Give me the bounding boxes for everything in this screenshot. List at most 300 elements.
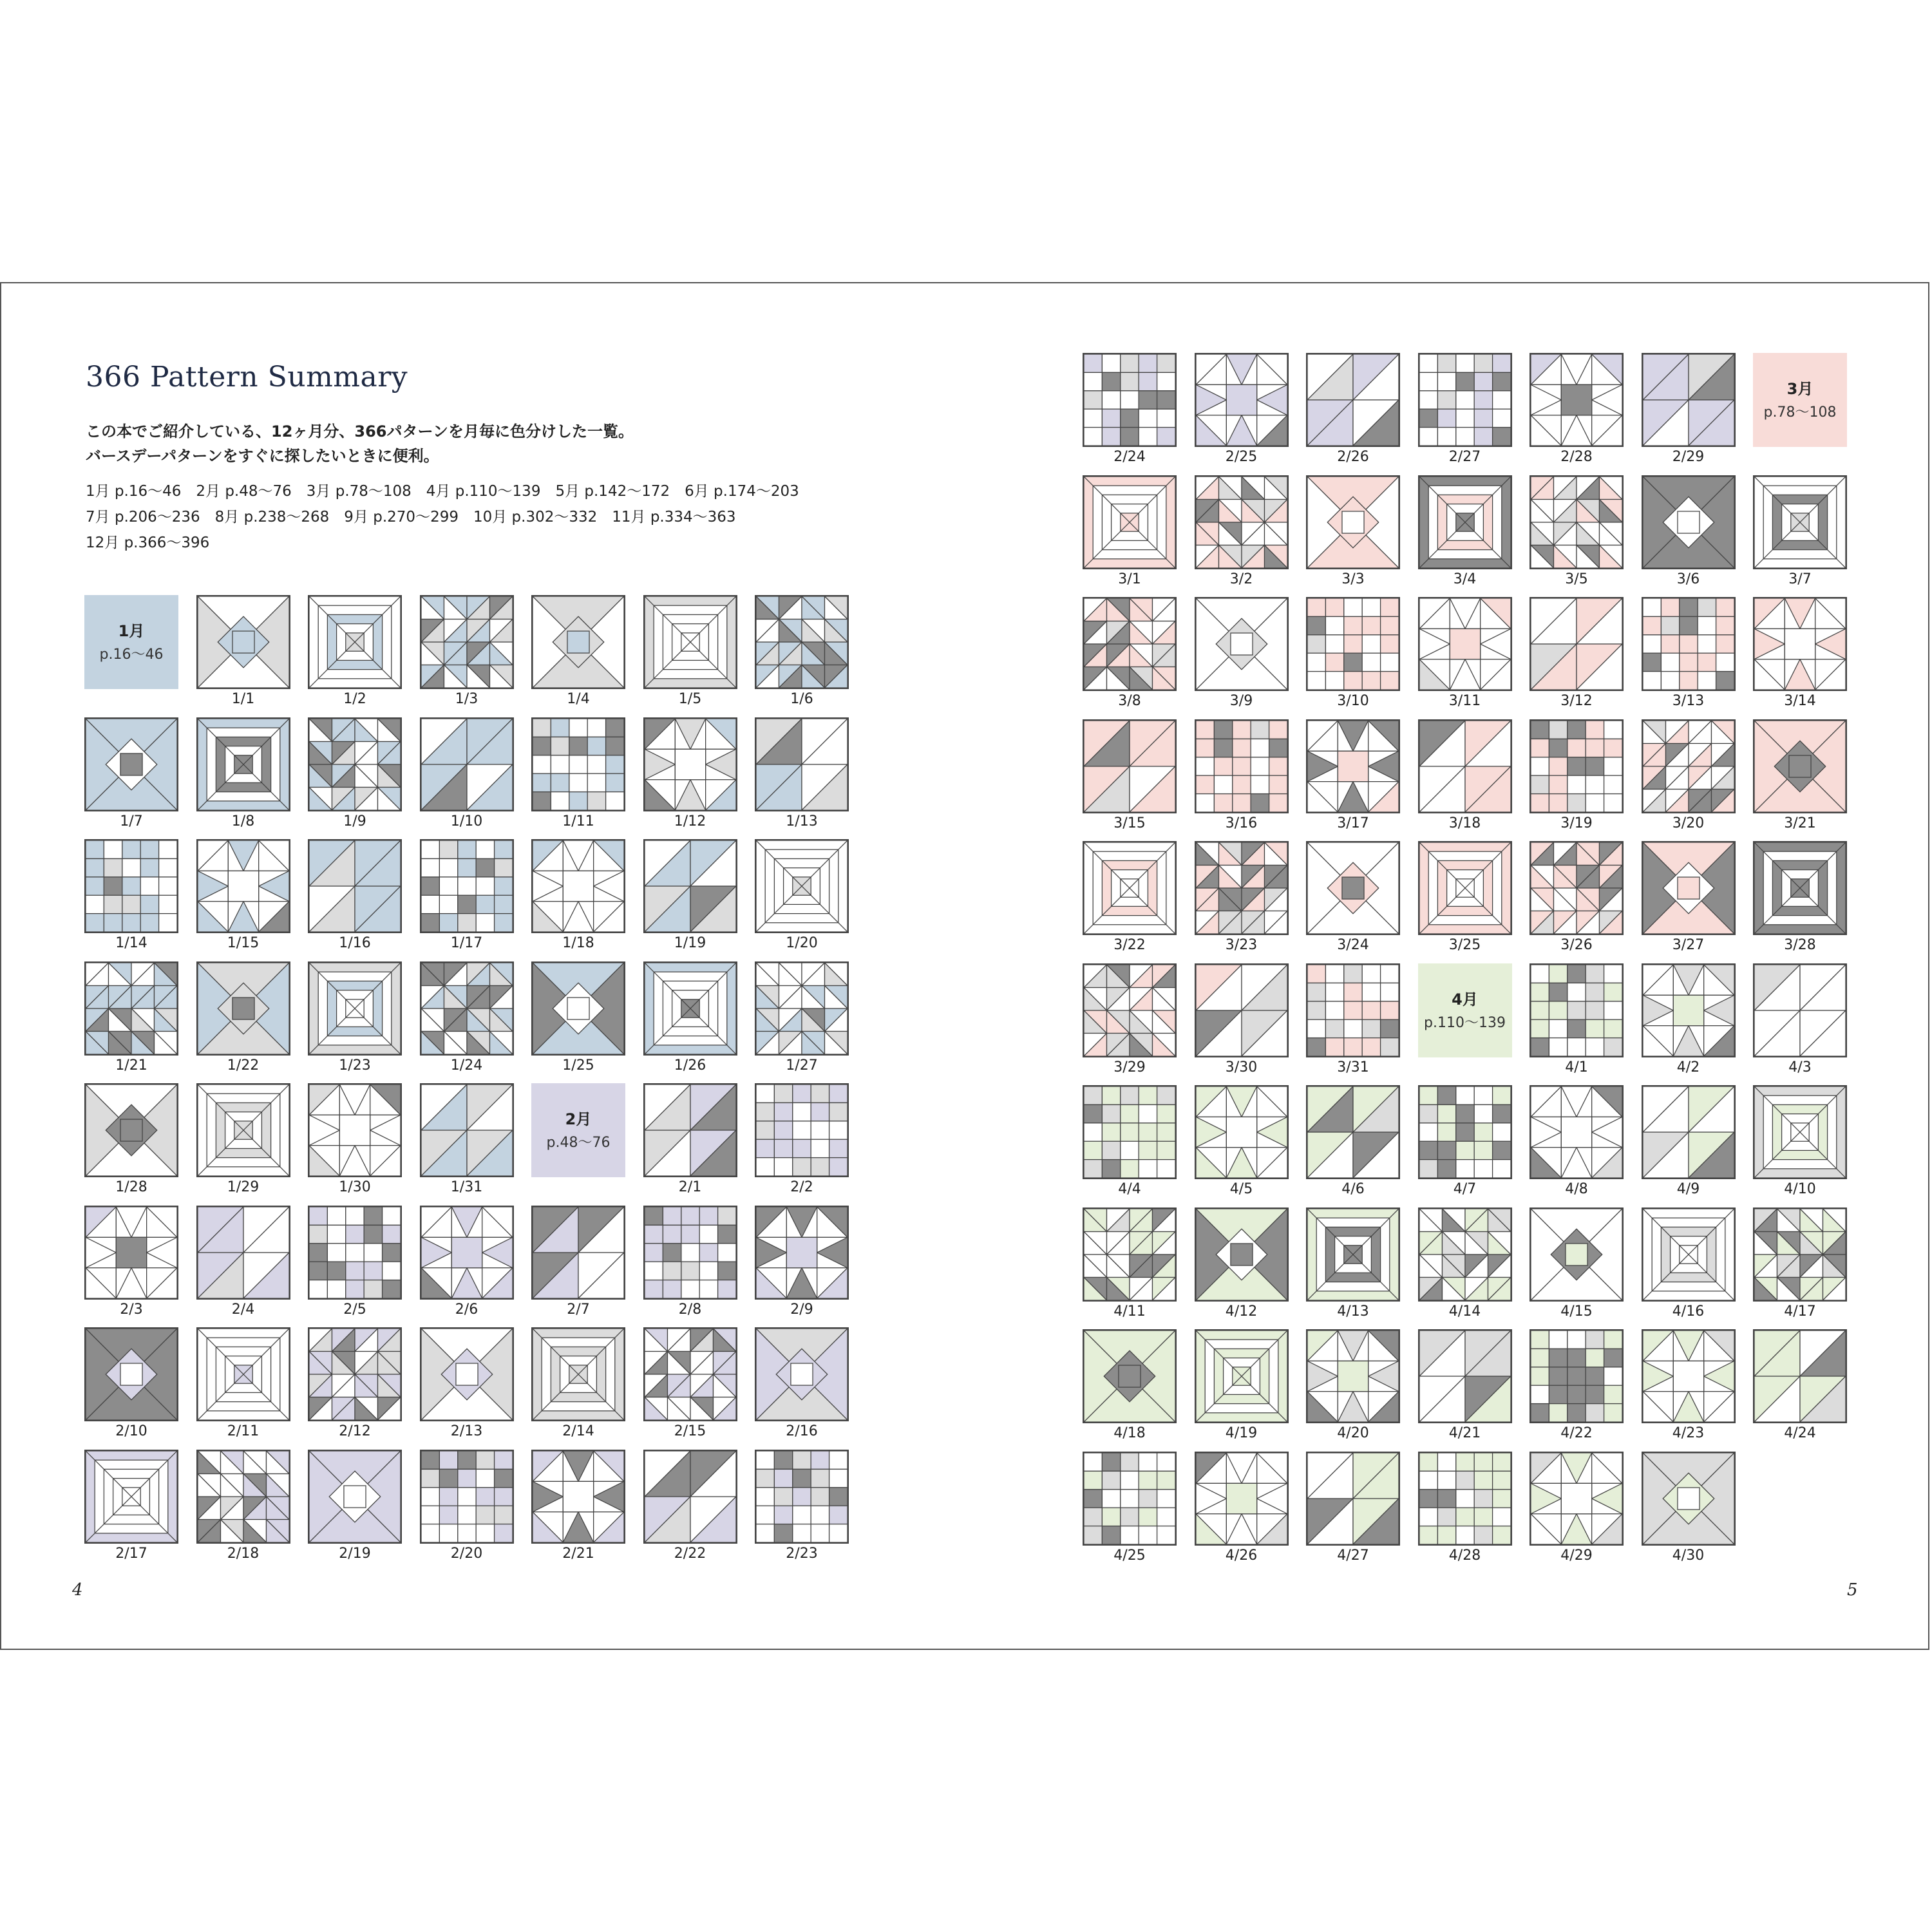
pattern-block (84, 1327, 178, 1443)
pattern-date-label: 1/26 (674, 1057, 706, 1074)
pattern-block (643, 839, 737, 955)
pattern-block (308, 1083, 402, 1199)
quilt-pattern-icon (1083, 353, 1177, 447)
quilt-pattern-icon (308, 1450, 402, 1544)
quilt-pattern-icon (1753, 475, 1847, 569)
pattern-date-label: 3/26 (1560, 937, 1593, 953)
pattern-date-label: 3/28 (1784, 937, 1816, 953)
quilt-pattern-icon (643, 1206, 737, 1300)
quilt-pattern-icon (643, 961, 737, 1056)
pattern-date-label: 3/5 (1565, 571, 1588, 587)
quilt-pattern-icon (84, 1327, 178, 1421)
pattern-block (1753, 1208, 1847, 1323)
pattern-date-label: 1/19 (674, 935, 706, 951)
quilt-pattern-icon (308, 1083, 402, 1177)
pattern-date-label: 1/7 (120, 813, 143, 829)
quilt-pattern-icon (1418, 1085, 1512, 1179)
pattern-block (1418, 719, 1512, 835)
month-page-ranges-line-1: 1月 p.16〜46 2月 p.48〜76 3月 p.78〜108 4月 p.110〜139 5月 p.142〜172 6月 p.174〜203 (86, 483, 799, 500)
quilt-pattern-icon (1642, 1452, 1736, 1546)
pattern-date-label: 3/15 (1113, 815, 1146, 831)
quilt-pattern-icon (1195, 475, 1289, 569)
quilt-pattern-icon (1195, 719, 1289, 813)
pattern-block (196, 1327, 290, 1443)
pattern-date-label: 2/1 (678, 1179, 702, 1195)
right-page-number: 5 (1847, 1580, 1858, 1600)
pattern-block (755, 1083, 849, 1199)
pattern-date-label: 3/1 (1118, 571, 1141, 587)
quilt-pattern-icon (308, 839, 402, 933)
pattern-block (1195, 597, 1289, 713)
pattern-date-label: 3/31 (1337, 1059, 1369, 1075)
quilt-pattern-icon (196, 1327, 290, 1421)
month-page-range: p.48〜76 (546, 1135, 611, 1151)
quilt-pattern-icon (1642, 1329, 1736, 1423)
pattern-block (196, 839, 290, 955)
quilt-pattern-icon (1418, 719, 1512, 813)
pattern-date-label: 3/16 (1225, 815, 1258, 831)
pattern-date-label: 4/17 (1784, 1303, 1816, 1320)
pattern-date-label: 2/13 (450, 1423, 483, 1439)
pattern-date-label: 2/8 (678, 1301, 702, 1318)
pattern-date-label: 1/25 (562, 1057, 594, 1074)
pattern-block (1530, 719, 1624, 835)
quilt-pattern-icon (1418, 1329, 1512, 1423)
pattern-block (1418, 1085, 1512, 1201)
pattern-block (531, 961, 625, 1077)
pattern-block (531, 1450, 625, 1566)
pattern-block (84, 839, 178, 955)
pattern-date-label: 4/1 (1565, 1059, 1588, 1075)
pattern-block (1753, 1085, 1847, 1201)
pattern-block (1083, 841, 1177, 957)
pattern-date-label: 3/6 (1676, 571, 1700, 587)
quilt-pattern-icon (308, 595, 402, 689)
pattern-block (1530, 475, 1624, 591)
pattern-block (1530, 1329, 1624, 1445)
quilt-pattern-icon (1195, 841, 1289, 935)
pattern-date-label: 4/2 (1676, 1059, 1700, 1075)
intro-line-2: バースデーパターンをすぐに探したいときに便利。 (86, 447, 439, 465)
quilt-pattern-icon (1418, 597, 1512, 691)
pattern-block (1642, 963, 1736, 1079)
quilt-pattern-icon (420, 1083, 514, 1177)
pattern-date-label: 3/7 (1788, 571, 1812, 587)
quilt-pattern-icon (1083, 841, 1177, 935)
quilt-pattern-icon (1530, 963, 1624, 1057)
quilt-pattern-icon (755, 1327, 849, 1421)
pattern-date-label: 2/24 (1113, 449, 1146, 465)
pattern-date-label: 3/21 (1784, 815, 1816, 831)
pattern-block (1753, 963, 1847, 1079)
pattern-date-label: 3/14 (1784, 693, 1816, 709)
quilt-pattern-icon (1530, 1329, 1624, 1423)
pattern-block (1306, 597, 1400, 713)
pattern-block (1306, 1329, 1400, 1445)
pattern-block (1083, 597, 1177, 713)
pattern-block (1418, 1452, 1512, 1567)
pattern-date-label: 1/27 (786, 1057, 818, 1074)
pattern-date-label: 3/11 (1448, 693, 1481, 709)
quilt-pattern-icon (1195, 1085, 1289, 1179)
pattern-block (755, 1206, 849, 1321)
pattern-date-label: 2/19 (339, 1545, 371, 1562)
quilt-pattern-icon (1195, 353, 1289, 447)
pattern-block (1306, 1085, 1400, 1201)
pattern-date-label: 3/12 (1560, 693, 1593, 709)
quilt-pattern-icon (1083, 1085, 1177, 1179)
intro-line-1: この本でご紹介している、12ヶ月分、366パターンを月毎に色分けした一覧。 (86, 422, 634, 440)
pattern-block (1418, 353, 1512, 469)
quilt-pattern-icon (420, 839, 514, 933)
month-page-ranges-line-3: 12月 p.366〜396 (86, 535, 210, 551)
quilt-pattern-icon (308, 717, 402, 811)
pattern-date-label: 2/25 (1225, 449, 1258, 465)
pattern-date-label: 4/18 (1113, 1425, 1146, 1441)
pattern-block (1083, 1085, 1177, 1201)
pattern-block (1306, 963, 1400, 1079)
pattern-block (84, 1083, 178, 1199)
pattern-date-label: 1/17 (450, 935, 483, 951)
pattern-block (420, 595, 514, 711)
pattern-block (1530, 1085, 1624, 1201)
quilt-pattern-icon (1530, 597, 1624, 691)
quilt-pattern-icon (643, 1083, 737, 1177)
pattern-block (84, 1450, 178, 1566)
quilt-pattern-icon (1642, 841, 1736, 935)
pattern-date-label: 2/20 (450, 1545, 483, 1562)
pattern-date-label: 3/30 (1225, 1059, 1258, 1075)
pattern-date-label: 3/25 (1448, 937, 1481, 953)
pattern-block (1083, 1452, 1177, 1567)
quilt-pattern-icon (643, 1327, 737, 1421)
pattern-block (1195, 719, 1289, 835)
pattern-block (1195, 1085, 1289, 1201)
pattern-date-label: 4/23 (1672, 1425, 1705, 1441)
pattern-block (1083, 353, 1177, 469)
quilt-pattern-icon (643, 595, 737, 689)
pattern-date-label: 4/25 (1113, 1547, 1146, 1564)
month-name: 4月 (1452, 990, 1478, 1009)
pattern-block (1530, 841, 1624, 957)
pattern-block (1530, 597, 1624, 713)
pattern-date-label: 1/18 (562, 935, 594, 951)
month-name: 1月 (118, 622, 145, 640)
quilt-pattern-icon (1195, 597, 1289, 691)
pattern-date-label: 4/16 (1672, 1303, 1705, 1320)
pattern-block (643, 1450, 737, 1566)
quilt-pattern-icon (755, 961, 849, 1056)
quilt-pattern-icon (643, 839, 737, 933)
pattern-block (308, 717, 402, 833)
pattern-date-label: 1/1 (231, 691, 255, 707)
pattern-block (1195, 353, 1289, 469)
pattern-block (420, 1206, 514, 1321)
pattern-block (308, 1206, 402, 1321)
pattern-block (1642, 719, 1736, 835)
quilt-pattern-icon (1530, 1208, 1624, 1302)
quilt-pattern-icon (1418, 353, 1512, 447)
quilt-pattern-icon (308, 961, 402, 1056)
pattern-block (1418, 841, 1512, 957)
quilt-pattern-icon (755, 1083, 849, 1177)
pattern-block (1083, 719, 1177, 835)
pattern-block (755, 717, 849, 833)
quilt-pattern-icon (1306, 719, 1400, 813)
pattern-date-label: 1/20 (786, 935, 818, 951)
pattern-date-label: 4/12 (1225, 1303, 1258, 1320)
pattern-date-label: 4/26 (1225, 1547, 1258, 1564)
quilt-pattern-icon (1753, 963, 1847, 1057)
pattern-block (643, 1327, 737, 1443)
quilt-pattern-icon (1642, 597, 1736, 691)
pattern-block (1306, 719, 1400, 835)
pattern-date-label: 3/13 (1672, 693, 1705, 709)
pattern-date-label: 2/26 (1337, 449, 1369, 465)
pattern-block (531, 717, 625, 833)
pattern-date-label: 2/17 (115, 1545, 147, 1562)
pattern-date-label: 3/23 (1225, 937, 1258, 953)
pattern-date-label: 3/4 (1453, 571, 1477, 587)
pattern-date-label: 2/18 (227, 1545, 260, 1562)
pattern-date-label: 2/29 (1672, 449, 1705, 465)
quilt-pattern-icon (643, 1450, 737, 1544)
quilt-pattern-icon (84, 1083, 178, 1177)
pattern-date-label: 2/16 (786, 1423, 818, 1439)
pattern-block (196, 595, 290, 711)
quilt-pattern-icon (420, 1327, 514, 1421)
pattern-date-label: 2/21 (562, 1545, 594, 1562)
pattern-date-label: 2/6 (455, 1301, 478, 1318)
pattern-block (1642, 475, 1736, 591)
pattern-block (643, 595, 737, 711)
quilt-pattern-icon (196, 1206, 290, 1300)
month-header-2 (531, 1083, 625, 1199)
quilt-pattern-icon (1753, 1329, 1847, 1423)
quilt-pattern-icon (755, 717, 849, 811)
pattern-date-label: 1/15 (227, 935, 260, 951)
pattern-date-label: 3/8 (1118, 693, 1141, 709)
quilt-pattern-icon (84, 717, 178, 811)
pattern-block (1195, 1452, 1289, 1567)
pattern-date-label: 1/3 (455, 691, 478, 707)
quilt-pattern-icon (196, 1083, 290, 1177)
pattern-date-label: 3/29 (1113, 1059, 1146, 1075)
quilt-pattern-icon (531, 839, 625, 933)
pattern-date-label: 3/24 (1337, 937, 1369, 953)
pattern-block (531, 839, 625, 955)
pattern-date-label: 3/17 (1337, 815, 1369, 831)
quilt-pattern-icon (196, 595, 290, 689)
pattern-block (755, 595, 849, 711)
month-page-range: p.78〜108 (1763, 404, 1837, 421)
pattern-block (308, 1327, 402, 1443)
pattern-block (1418, 475, 1512, 591)
page-title: 366 Pattern Summary (86, 361, 408, 393)
quilt-pattern-icon (1530, 719, 1624, 813)
pattern-date-label: 2/5 (343, 1301, 366, 1318)
quilt-pattern-icon (84, 961, 178, 1056)
pattern-block (1530, 353, 1624, 469)
pattern-block (755, 1327, 849, 1443)
pattern-block (1083, 1329, 1177, 1445)
pattern-block (196, 961, 290, 1077)
pattern-date-label: 2/4 (231, 1301, 255, 1318)
pattern-date-label: 4/30 (1672, 1547, 1705, 1564)
pattern-date-label: 1/2 (343, 691, 366, 707)
month-name: 2月 (565, 1110, 592, 1128)
pattern-date-label: 1/31 (450, 1179, 483, 1195)
pattern-block (308, 961, 402, 1077)
pattern-block (1642, 1208, 1736, 1323)
pattern-date-label: 1/9 (343, 813, 366, 829)
pattern-date-label: 4/28 (1448, 1547, 1481, 1564)
pattern-block (755, 1450, 849, 1566)
pattern-date-label: 2/23 (786, 1545, 818, 1562)
pattern-block (420, 1083, 514, 1199)
pattern-date-label: 4/5 (1229, 1181, 1253, 1197)
pattern-block (420, 839, 514, 955)
pattern-date-label: 1/6 (790, 691, 813, 707)
pattern-block (1195, 841, 1289, 957)
month-color-swatch (531, 1083, 625, 1177)
quilt-pattern-icon (1306, 841, 1400, 935)
quilt-pattern-icon (1642, 1085, 1736, 1179)
pattern-block (755, 961, 849, 1077)
quilt-pattern-icon (531, 595, 625, 689)
pattern-date-label: 3/2 (1229, 571, 1253, 587)
quilt-pattern-icon (1195, 963, 1289, 1057)
pattern-block (1195, 475, 1289, 591)
quilt-pattern-icon (755, 1206, 849, 1300)
pattern-block (308, 839, 402, 955)
quilt-pattern-icon (1083, 963, 1177, 1057)
pattern-date-label: 1/21 (115, 1057, 147, 1074)
quilt-pattern-icon (420, 1450, 514, 1544)
quilt-pattern-icon (755, 1450, 849, 1544)
pattern-block (196, 1083, 290, 1199)
pattern-block (420, 717, 514, 833)
pattern-date-label: 3/18 (1448, 815, 1481, 831)
quilt-pattern-icon (531, 1450, 625, 1544)
quilt-pattern-icon (196, 961, 290, 1056)
quilt-pattern-icon (1642, 963, 1736, 1057)
pattern-date-label: 2/9 (790, 1301, 813, 1318)
pattern-block (84, 961, 178, 1077)
pattern-block (531, 1327, 625, 1443)
pattern-block (1195, 1329, 1289, 1445)
quilt-pattern-icon (1642, 475, 1736, 569)
quilt-pattern-icon (1753, 841, 1847, 935)
pattern-date-label: 4/29 (1560, 1547, 1593, 1564)
pattern-date-label: 1/11 (562, 813, 594, 829)
pattern-date-label: 2/14 (562, 1423, 594, 1439)
pattern-date-label: 2/2 (790, 1179, 813, 1195)
month-header-1 (84, 595, 178, 711)
pattern-date-label: 4/6 (1341, 1181, 1365, 1197)
pattern-date-label: 3/9 (1229, 693, 1253, 709)
pattern-block (1642, 1452, 1736, 1567)
quilt-pattern-icon (1306, 1085, 1400, 1179)
month-color-swatch (1418, 963, 1512, 1057)
quilt-pattern-icon (531, 1327, 625, 1421)
pattern-block (643, 961, 737, 1077)
pattern-date-label: 4/14 (1448, 1303, 1481, 1320)
quilt-pattern-icon (1083, 719, 1177, 813)
quilt-pattern-icon (643, 717, 737, 811)
month-name: 3月 (1786, 380, 1814, 398)
pattern-block (755, 839, 849, 955)
pattern-date-label: 1/14 (115, 935, 147, 951)
quilt-pattern-icon (1083, 597, 1177, 691)
quilt-pattern-icon (1083, 475, 1177, 569)
pattern-date-label: 3/10 (1337, 693, 1369, 709)
pattern-date-label: 3/20 (1672, 815, 1705, 831)
quilt-pattern-icon (531, 1206, 625, 1300)
quilt-pattern-icon (1530, 1085, 1624, 1179)
quilt-pattern-icon (1195, 1452, 1289, 1546)
pattern-block (196, 717, 290, 833)
pattern-block (420, 961, 514, 1077)
pattern-date-label: 3/3 (1341, 571, 1365, 587)
quilt-pattern-icon (531, 717, 625, 811)
pattern-date-label: 4/19 (1225, 1425, 1258, 1441)
pattern-date-label: 1/22 (227, 1057, 260, 1074)
pattern-block (1530, 1208, 1624, 1323)
quilt-pattern-icon (420, 717, 514, 811)
left-page-number: 4 (72, 1580, 83, 1600)
quilt-pattern-icon (196, 839, 290, 933)
pattern-date-label: 4/22 (1560, 1425, 1593, 1441)
pattern-date-label: 3/27 (1672, 937, 1705, 953)
pattern-date-label: 1/4 (567, 691, 590, 707)
month-page-ranges-line-2: 7月 p.206〜236 8月 p.238〜268 9月 p.270〜299 10月 p.302〜332 11月 p.334〜363 (86, 509, 736, 526)
month-page-range: p.110〜139 (1424, 1014, 1506, 1031)
quilt-pattern-icon (1195, 1208, 1289, 1302)
quilt-pattern-icon (1642, 1208, 1736, 1302)
quilt-pattern-icon (1530, 475, 1624, 569)
month-header-4 (1418, 963, 1512, 1079)
pattern-date-label: 2/7 (567, 1301, 590, 1318)
pattern-block (1530, 963, 1624, 1079)
pattern-block (1195, 963, 1289, 1079)
quilt-pattern-icon (84, 1206, 178, 1300)
month-color-swatch (1753, 353, 1847, 447)
quilt-pattern-icon (196, 717, 290, 811)
pattern-block (1642, 1329, 1736, 1445)
pattern-block (531, 595, 625, 711)
quilt-pattern-icon (1306, 963, 1400, 1057)
pattern-block (420, 1327, 514, 1443)
quilt-pattern-icon (1306, 353, 1400, 447)
pattern-block (1418, 1208, 1512, 1323)
pattern-block (196, 1450, 290, 1566)
pattern-block (196, 1206, 290, 1321)
pattern-block (1306, 1208, 1400, 1323)
quilt-pattern-icon (1530, 841, 1624, 935)
pattern-date-label: 1/8 (231, 813, 255, 829)
pattern-block (1753, 475, 1847, 591)
pattern-date-label: 4/11 (1113, 1303, 1146, 1320)
pattern-block (1530, 1452, 1624, 1567)
pattern-date-label: 1/5 (678, 691, 702, 707)
pattern-date-label: 4/7 (1453, 1181, 1477, 1197)
pattern-block (1642, 1085, 1736, 1201)
pattern-date-label: 1/24 (450, 1057, 483, 1074)
pattern-date-label: 4/27 (1337, 1547, 1369, 1564)
quilt-pattern-icon (1753, 1085, 1847, 1179)
pattern-date-label: 4/20 (1337, 1425, 1369, 1441)
